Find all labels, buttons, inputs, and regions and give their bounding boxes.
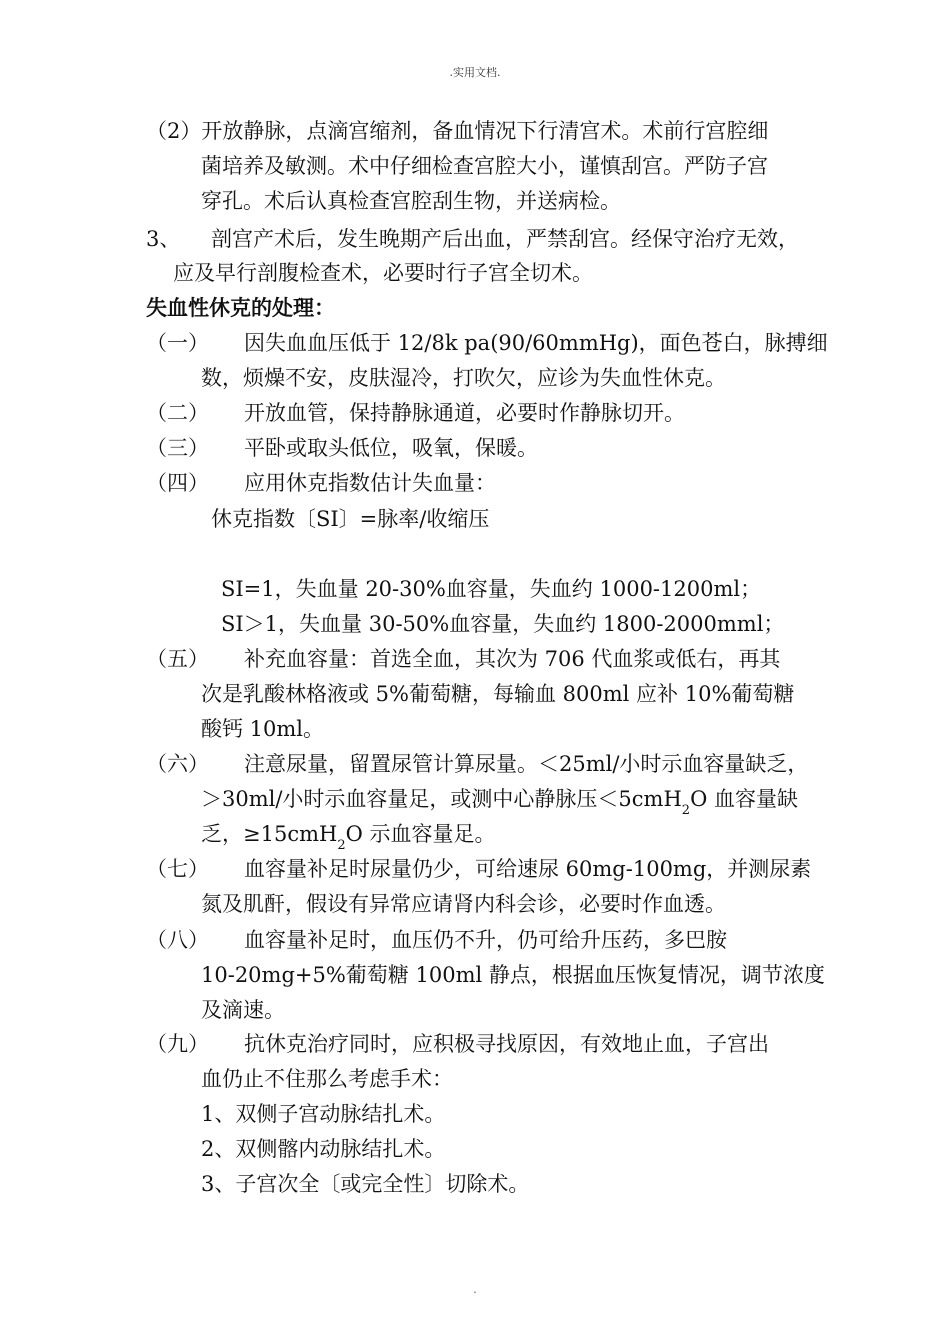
- paragraph-line: 血容量补足时尿量仍少，可给速尿 60mg-100mg，并测尿素: [244, 857, 812, 881]
- paragraph-line: 次是乳酸林格液或 5%葡萄糖，每输血 800ml 应补 10%葡萄糖: [201, 682, 795, 706]
- list-number: （二）: [146, 401, 209, 425]
- paragraph-line: 注意尿量，留置尿管计算尿量。＜25ml/小时示血容量缺乏，: [244, 752, 809, 776]
- page-footer: .: [473, 1283, 477, 1296]
- paragraph-line: 开放血管，保持静脉通道，必要时作静脉切开。: [244, 401, 685, 425]
- paragraph-line: 酸钙 10ml。: [201, 717, 325, 741]
- list-number: （七）: [146, 857, 209, 881]
- paragraph-line: 应及早行剖腹检查术，必要时行子宫全切术。: [173, 261, 593, 285]
- list-number: （四）: [146, 471, 209, 495]
- paragraph-line: 因失血血压低于 12/8k pa(90/60mmHg)，面色苍白，脉搏细: [244, 331, 828, 355]
- formula-line: 休克指数〔SI〕=脉率/收缩压: [211, 507, 490, 531]
- text-segment: ＞30ml/小时示血容量足，或测中心静脉压＜5cmH: [201, 787, 682, 811]
- page-header: .实用文档.: [449, 66, 501, 79]
- paragraph-line: [201, 784, 798, 818]
- paragraph-line: 10-20mg+5%葡萄糖 100ml 静点，根据血压恢复情况，调节浓度: [201, 963, 825, 987]
- paragraph-line: 血容量补足时，血压仍不升，仍可给升压药，多巴胺: [244, 928, 727, 952]
- list-number: （九）: [146, 1032, 209, 1056]
- paragraph-line: （2）开放静脉，点滴宫缩剂，备血情况下行清宫术。术前行宫腔细: [146, 119, 769, 143]
- list-item: 1、双侧子宫动脉结扎术。: [201, 1102, 446, 1126]
- list-number: （六）: [146, 752, 209, 776]
- paragraph-line: 平卧或取头低位，吸氧，保暖。: [244, 436, 538, 460]
- paragraph-line: 血仍止不住那么考虑手术：: [201, 1067, 453, 1091]
- paragraph-line: 抗休克治疗同时，应积极寻找原因，有效地止血，子宫出: [244, 1032, 769, 1056]
- list-number: 3、: [146, 227, 181, 251]
- list-number: （三）: [146, 436, 209, 460]
- formula-line: SI＞1，失血量 30-50%血容量，失血约 1800-2000mml；: [221, 612, 785, 636]
- subscript: 2: [681, 803, 691, 818]
- text-segment: O 血容量缺: [690, 787, 798, 811]
- text-segment: O 示血容量足。: [345, 822, 496, 846]
- paragraph-line: 及滴速。: [201, 998, 285, 1022]
- list-item: 2、双侧髂内动脉结扎术。: [201, 1137, 446, 1161]
- paragraph-line: [201, 819, 496, 853]
- paragraph-line: 应用休克指数估计失血量：: [244, 471, 496, 495]
- paragraph-line: 穿孔。术后认真检查宫腔刮生物，并送病检。: [201, 189, 621, 213]
- paragraph-line: 菌培养及敏测。术中仔细检查宫腔大小，谨慎刮宫。严防子宫: [201, 154, 768, 178]
- list-number: （八）: [146, 928, 209, 952]
- list-number: （五）: [146, 647, 209, 671]
- section-heading: 失血性休克的处理：: [146, 296, 335, 320]
- formula-line: SI=1，失血量 20-30%血容量，失血约 1000-1200ml；: [221, 577, 762, 601]
- list-item: 3、子宫次全〔或完全性〕切除术。: [201, 1172, 530, 1196]
- paragraph-line: 氮及肌酐，假设有异常应请肾内科会诊，必要时作血透。: [201, 892, 726, 916]
- list-number: （一）: [146, 331, 209, 355]
- text-segment: 乏，≥15cmH: [201, 822, 338, 846]
- paragraph-line: 补充血容量：首选全血，其次为 706 代血浆或低右，再其: [244, 647, 781, 671]
- paragraph-line: 剖宫产术后，发生晚期产后出血，严禁刮宫。经保守治疗无效，: [211, 227, 799, 251]
- paragraph-line: 数，烦燥不安，皮肤湿冷，打吹欠，应诊为失血性休克。: [201, 366, 726, 390]
- subscript: 2: [337, 838, 346, 853]
